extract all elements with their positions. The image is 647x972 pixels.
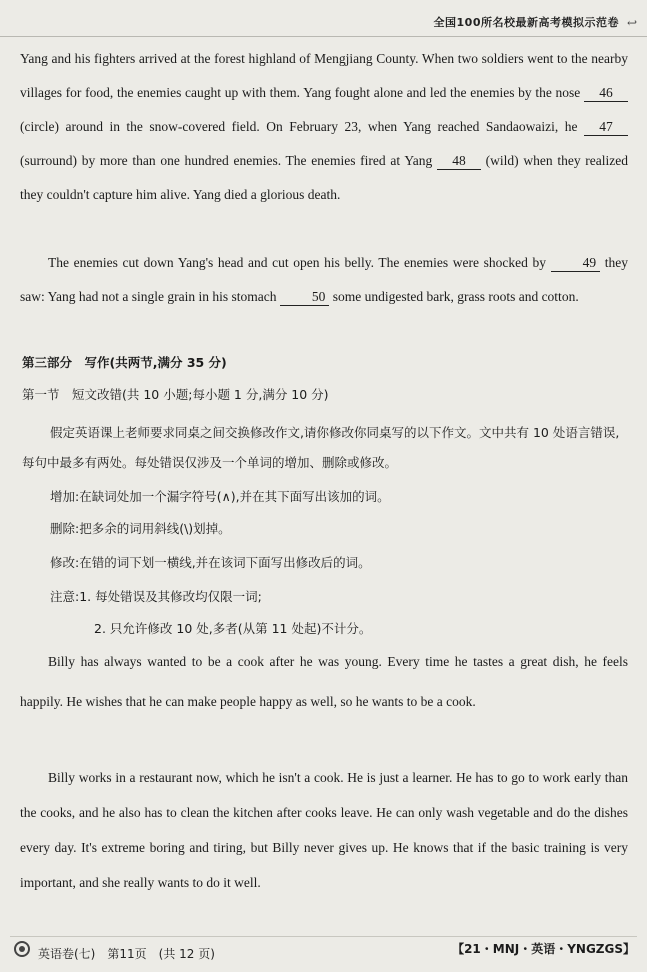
- blank-48: 48: [437, 153, 481, 170]
- page-curl-icon: ↩: [626, 16, 637, 30]
- rule-add: 增加:在缺词处加一个漏字符号(∧),并在其下面写出该加的词。: [50, 489, 390, 504]
- header-title: 全国100所名校最新高考模拟示范卷: [433, 16, 619, 29]
- passage-text: they saw: Yang had not a single grain in his stomach: [20, 255, 629, 304]
- rule-delete: 删除:把多余的词用斜线(\)划掉。: [50, 521, 231, 536]
- note-2: 2. 只允许修改 10 处,多者(从第 11 处起)不计分。: [94, 621, 372, 636]
- blank-49: 49: [551, 255, 601, 272]
- footer-page-info: 英语卷(七) 第11页 (共 12 页): [38, 947, 215, 961]
- note-1: 注意:1. 每处错误及其修改均仅限一词;: [50, 589, 262, 604]
- header-divider: [0, 36, 647, 37]
- rule-modify: 修改:在错的词下划一横线,并在该词下面写出修改后的词。: [50, 555, 371, 570]
- instructions: 假定英语课上老师要求同桌之间交换修改作文,请你修改你同桌写的以下作文。文中共有 10 处语言错误,每句中最多有两处。每处错误仅涉及一个单词的增加、删除或修改。: [22, 425, 620, 470]
- passage-paragraph-2: [20, 246, 628, 314]
- blank-46: 46: [584, 85, 628, 102]
- blank-50: 50: [280, 289, 330, 306]
- footer-divider: [10, 936, 637, 937]
- essay-paragraph-1: Billy has always wanted to be a cook after he was young. Every time he tastes a great dish, he feels happily. He wishes that he can make people happy as well, so he wants to be a cook.: [20, 654, 628, 709]
- passage-text: (wild) when they realized they couldn't capture him alive. Yang died a glorious death.: [20, 153, 628, 202]
- passage-text: (circle) around in the snow-covered field. On February 23, when Yang reached Sandaowaizi, he: [20, 119, 578, 134]
- passage-text: some undigested bark, grass roots and cotton.: [332, 289, 579, 304]
- section-title: 第一节 短文改错(共 10 小题;每小题 1 分,满分 10 分): [22, 387, 329, 402]
- essay-paragraph-2: Billy works in a restaurant now, which he isn't a cook. He is just a learner. He has to go to work early than the cooks, and he also has to clean the kitchen after cooks leave. He can only wash vegetable and do the dishes every day. It's extreme boring and tiring, but Billy never gives up. He knows that if the basic training is very important, and she really wants to do it well.: [20, 770, 628, 890]
- part-title: 第三部分 写作(共两节,满分 35 分): [22, 355, 227, 370]
- passage-text: Yang and his fighters arrived at the forest highland of Mengjiang County. When two soldiers went to the nearby villages for food, the enemies caught up with them. Yang fought alone and led the enemies by the nose: [20, 51, 628, 100]
- passage-text: (surround) by more than one hundred enemies. The enemies fired at Yang: [20, 153, 433, 168]
- passage-paragraph-1: [20, 42, 628, 212]
- passage-text: The enemies cut down Yang's head and cut open his belly. The enemies were shocked by: [48, 255, 547, 270]
- blank-47: 47: [584, 119, 628, 136]
- disc-icon: [14, 941, 30, 957]
- footer-code: 【21・MNJ・英语・YNGZGS】: [452, 942, 635, 956]
